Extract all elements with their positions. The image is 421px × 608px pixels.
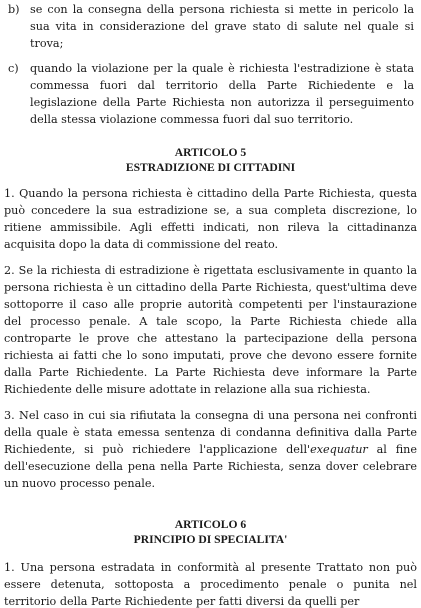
paragraph-text: 3. Nel caso in cui sia rifiutata la consegna di una persona nei confronti della quale è stata emessa sentenza di condanna definitiva dalla Parte Richiedente, si può richiedere l'applicazione dell' (4, 409, 417, 456)
article-5-paragraph-1: 1. Quando la persona richiesta è cittadino della Parte Richiesta, questa può concedere la sua estradizione se, a sua completa discrezione, lo ritiene ammissibile. Agli effetti indicati, non rileva la cittadinanza acquisita dopo la data di commissione del reato. (4, 187, 417, 251)
clause-letter: c) (8, 62, 19, 75)
clause-letter: b) (8, 3, 20, 16)
clause-b (8, 1, 414, 52)
article-5-number: ARTICOLO 5 (174, 146, 247, 159)
italic-term: exequatur (310, 443, 368, 456)
paragraph-text: al fine dell'esecuzione della pena nella Parte Richiesta, senza dover celebrare un nuovo processo penale. (4, 443, 417, 490)
article-6-number: ARTICOLO 6 (174, 518, 247, 531)
article-5-paragraph-2: 2. Se la richiesta di estradizione è rigettata esclusivamente in quanto la persona richiesta è un cittadino della Parte Richiesta, quest'ultima deve sottoporre il caso alle proprie autorità competenti per l'instaurazione del processo penale. A tale scopo, la Parte Richiesta chiede alla controparte le prove che attestano la partecipazione della persona richiesta ai fatti che lo sono imputati, prove che devono essere fornite dalla Parte Richiedente. La Parte Richiesta deve informare la Parte Richiedente delle misure adottate in relazione alla sua richiesta. (4, 264, 417, 396)
article-6-paragraph-1: 1. Una persona estradata in conformità al presente Trattato non può essere detenuta, sottoposta a procedimento penale o punita nel territorio della Parte Richiedente per fatti diversi da quelli per (4, 561, 417, 608)
article-6-title: PRINCIPIO DI SPECIALITA' (133, 533, 288, 546)
article-5-paragraph-3 (4, 407, 417, 492)
clause-text: quando la violazione per la quale è richiesta l'estradizione è stata commessa fuori dal territorio della Parte Richiedente e la legislazione della Parte Richiesta non autorizza il perseguimento della stessa violazione commessa fuori dal suo territorio. (30, 62, 414, 126)
clause-c (8, 60, 414, 128)
clause-text: se con la consegna della persona richiesta si mette in pericolo la sua vita in considerazione del grave stato di salute nel quale si trova; (30, 3, 414, 50)
article-5-title: ESTRADIZIONE DI CITTADINI (125, 161, 296, 174)
